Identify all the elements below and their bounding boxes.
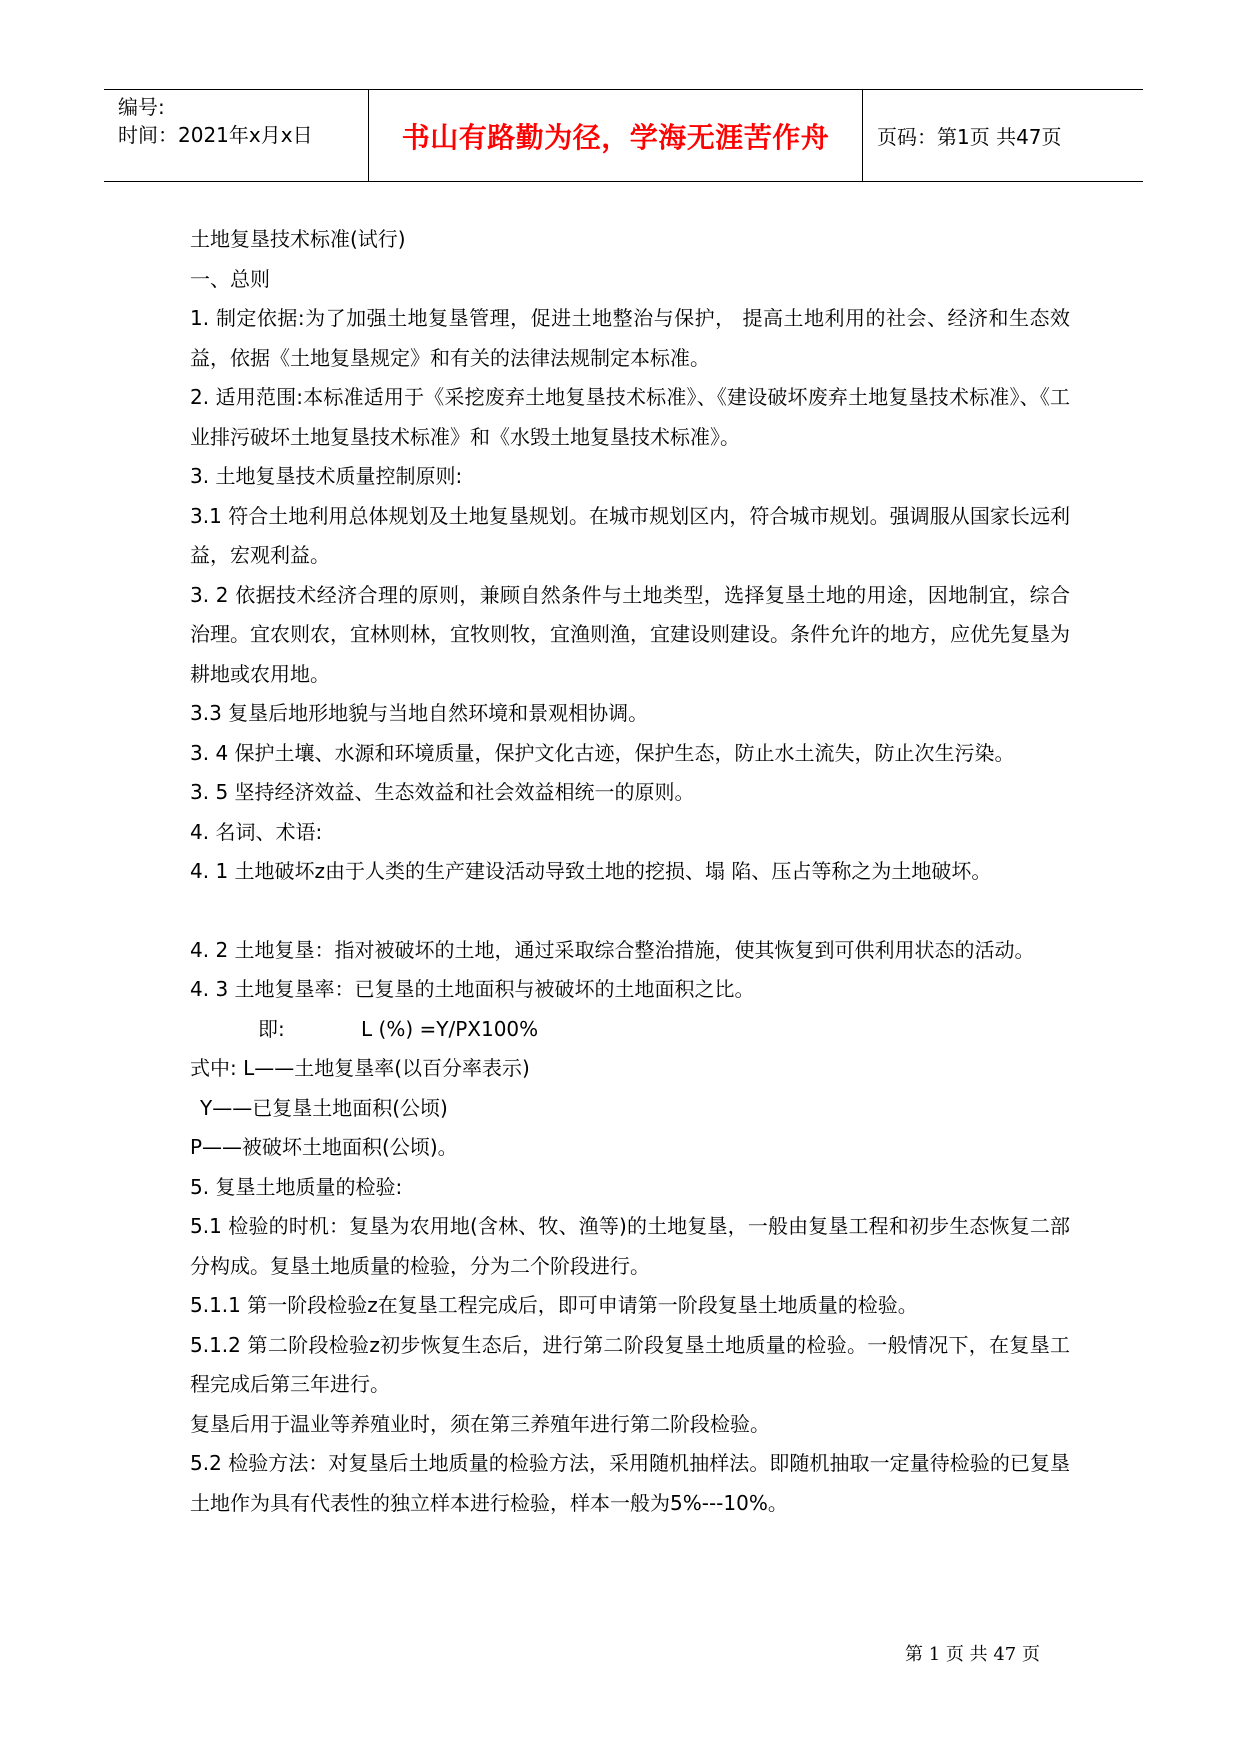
- number-label: 编号:: [118, 95, 165, 119]
- paragraph: 4. 2 土地复垦：指对被破坏的土地，通过采取综合整治措施，使其恢复到可供利用状态的活动。: [190, 937, 1035, 962]
- definition: 式中: L——土地复垦率(以百分率表示): [190, 1056, 530, 1080]
- paragraph: 3. 2 依据技术经济合理的原则，兼顾自然条件与土地类型，选择复垦土地的用途，因地制宜，综合治理。宜农则农，宜林则林，宜牧则牧，宜渔则渔，宜建设则建设。条件允许的地方，应优先复垦为耕地或农用地。: [190, 582, 1070, 686]
- header-page-cell: [863, 90, 1143, 181]
- paragraph: 5.1.1 第一阶段检验z在复垦工程完成后，即可申请第一阶段复垦土地质量的检验。: [190, 1293, 918, 1317]
- paragraph: 复垦后用于温业等养殖业时，须在第三养殖年进行第二阶段检验。: [190, 1411, 770, 1436]
- paragraph: 5.1.2 第二阶段检验z初步恢复生态后，进行第二阶段复垦土地质量的检验。一般情况下，在复垦工程完成后第三年进行。: [190, 1332, 1070, 1396]
- formula: 即: L (%) =Y/PX100%: [258, 1016, 539, 1041]
- paragraph: 4. 3 土地复垦率：已复垦的土地面积与被破坏的土地面积之比。: [190, 977, 755, 1001]
- paragraph: 3. 土地复垦技术质量控制原则:: [190, 464, 463, 488]
- blank-line: [190, 892, 1070, 931]
- paragraph: 2. 适用范围:本标准适用于《采挖废弃土地复垦技术标准》、《建设破坏废弃土地复垦技术标准》、《工业排污破坏土地复垦技术标准》和《水毁土地复垦技术标准》。: [190, 385, 1070, 449]
- definition: P——被破坏土地面积(公顷)。: [190, 1135, 458, 1159]
- time-label: 时间：2021年x月x日: [118, 123, 313, 147]
- page-footer: 第 1 页 共 47 页: [905, 1644, 1040, 1665]
- paragraph: 3. 5 坚持经济效益、生态效益和社会效益相统一的原则。: [190, 780, 695, 804]
- document-body: [190, 220, 1070, 1523]
- paragraph: 4. 名词、术语:: [190, 819, 323, 844]
- paragraph: 5.2 检验方法：对复垦后土地质量的检验方法，采用随机抽样法。即随机抽取一定量待检验的已复垦土地作为具有代表性的独立样本进行检验，样本一般为5%---10%。: [190, 1451, 1070, 1515]
- header-motto: 书山有路勤为径，学海无涯苦作舟: [401, 120, 830, 154]
- header-meta: [104, 90, 369, 181]
- paragraph: 5.1 检验的时机：复垦为农用地(含林、牧、渔等)的土地复垦，一般由复垦工程和初步生态恢复二部分构成。复垦土地质量的检验，分为二个阶段进行。: [190, 1214, 1070, 1278]
- section-heading: 一、总则: [190, 266, 270, 291]
- header-page-label: 页码：第1页 共47页: [877, 125, 1062, 149]
- paragraph: 3.1 符合土地利用总体规划及土地复垦规划。在城市规划区内，符合城市规划。强调服从国家长远利益，宏观利益。: [190, 503, 1070, 567]
- document-title: 土地复垦技术标准(试行): [190, 227, 406, 251]
- document-header: [104, 89, 1143, 182]
- paragraph: 3. 4 保护土壤、水源和环境质量，保护文化古迹，保护生态，防止水土流失，防止次生污染。: [190, 740, 1015, 765]
- header-motto-cell: [369, 90, 863, 181]
- paragraph: 4. 1 土地破坏z由于人类的生产建设活动导致土地的挖损、塌 陷、压占等称之为土地破坏。: [190, 859, 992, 883]
- paragraph: 3.3 复垦后地形地貌与当地自然环境和景观相协调。: [190, 701, 649, 725]
- paragraph: 1. 制定依据:为了加强土地复垦管理，促进土地整治与保护， 提高土地利用的社会、经济和生态效益，依据《土地复垦规定》和有关的法律法规制定本标准。: [190, 306, 1070, 370]
- definition: Y——已复垦土地面积(公顷): [200, 1095, 448, 1120]
- paragraph: 5. 复垦土地质量的检验:: [190, 1174, 403, 1199]
